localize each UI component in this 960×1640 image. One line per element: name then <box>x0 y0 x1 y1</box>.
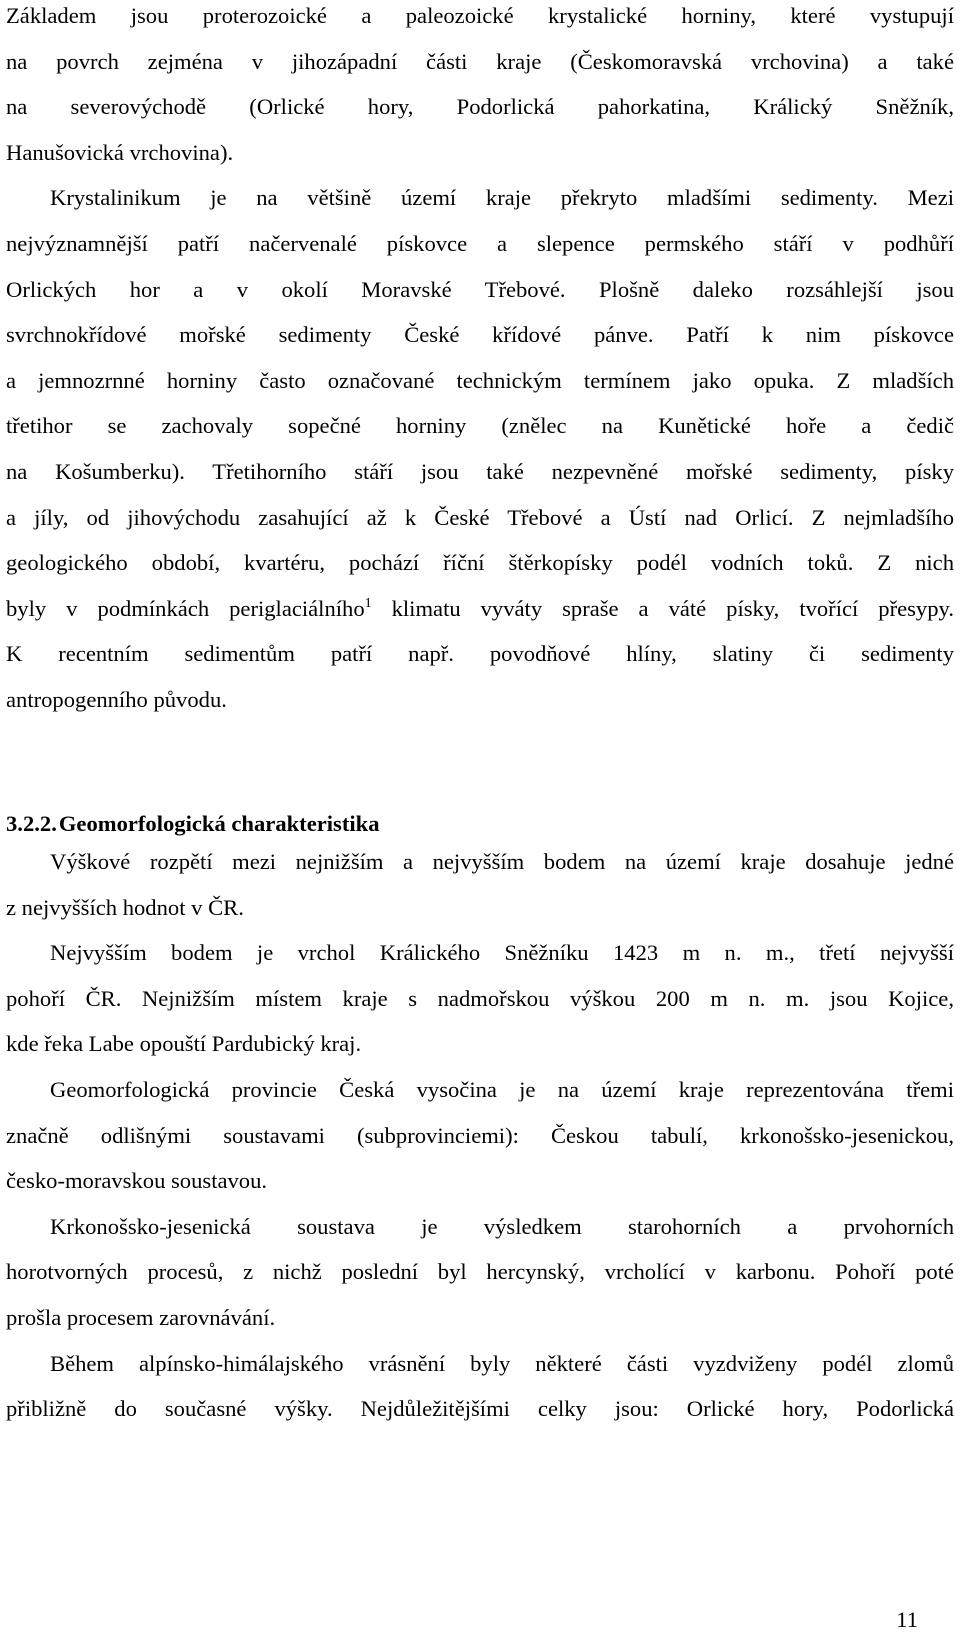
text-line: Geomorfologická provincie Česká vysočina je na území kraje reprezentována třemi <box>50 1076 954 1102</box>
text-line: Během alpínsko-himálajského vrásnění byly některé části vyzdviženy podél zlomů <box>50 1350 954 1376</box>
text-line: na Košumberku). Třetihorního stáří jsou také nezpevněné mořské sedimenty, písky <box>6 458 954 484</box>
text-line: značně odlišnými soustavami (subprovinciemi): Českou tabulí, krkonošsko-jesenickou, <box>6 1122 954 1148</box>
text-line-with-footnote <box>6 586 954 632</box>
text-line: třetihor se zachovaly sopečné horniny (znělec na Kunětické hoře a čedič <box>6 413 954 439</box>
section-heading <box>6 804 380 844</box>
section-title: Geomorfologická charakteristika <box>58 811 380 836</box>
text-line: Krkonošsko-jesenická soustava je výsledkem starohorních a prvohorních <box>50 1213 954 1239</box>
page-number: 11 <box>896 1607 918 1632</box>
text-line: Výškové rozpětí mezi nejnižším a nejvyšším bodem na území kraje dosahuje jedné <box>50 849 954 874</box>
geology-paragraphs <box>6 0 954 723</box>
text-segment: klimatu vyváty spraše a váté písky, tvořící přesypy. <box>371 595 954 621</box>
geomorphology-paragraphs <box>6 839 954 1432</box>
text-line: Orlických hor a v okolí Moravské Třebové. Plošně daleko rozsáhlejší jsou <box>6 276 954 302</box>
text-line: z nejvyšších hodnot v ČR. <box>6 894 244 920</box>
text-line: na severovýchodě (Orlické hory, Podorlická pahorkatina, Králický Sněžník, <box>6 94 954 120</box>
text-line: geologického období, kvartéru, pochází říční štěrkopísky podél vodních toků. Z nich <box>6 550 954 576</box>
text-line: kde řeka Labe opouští Pardubický kraj. <box>6 1031 362 1057</box>
text-line: svrchnokřídové mořské sedimenty České křídové pánve. Patří k nim pískovce <box>6 322 954 348</box>
text-line: Nejvyšším bodem je vrchol Králického Sněžníku 1423 m n. m., třetí nejvyšší <box>50 940 954 966</box>
text-line: přibližně do současné výšky. Nejdůležitějšími celky jsou: Orlické hory, Podorlická <box>6 1396 954 1422</box>
text-line: Krystalinikum je na většině území kraje překryto mladšími sedimenty. Mezi <box>50 185 954 211</box>
text-line: a jemnozrnné horniny často označované technickým termínem jako opuka. Z mladších <box>6 367 954 393</box>
section-number: 3.2.2. <box>6 811 57 836</box>
text-segment: byly v podmínkách periglaciálního <box>6 595 365 621</box>
text-line: česko-moravskou soustavou. <box>6 1168 268 1194</box>
text-line: horotvorných procesů, z nichž poslední byl hercynský, vrcholící v karbonu. Pohoří poté <box>6 1259 954 1285</box>
text-line: pohoří ČR. Nejnižším místem kraje s nadmořskou výškou 200 m n. m. jsou Kojice, <box>6 985 954 1011</box>
text-line: K recentním sedimentům patří např. povodňové hlíny, slatiny či sedimenty <box>6 641 954 667</box>
text-line: Základem jsou proterozoické a paleozoické krystalické horniny, které vystupují <box>6 3 954 28</box>
footnote-mark[interactable]: 1 <box>364 595 372 611</box>
text-line: a jíly, od jihovýchodu zasahující až k České Třebové a Ústí nad Orlicí. Z nejmladšího <box>6 504 954 530</box>
text-line: na povrch zejména v jihozápadní části kraje (Českomoravská vrchovina) a také <box>6 48 954 74</box>
text-line: antropogenního původu. <box>6 686 227 712</box>
text-line: nejvýznamnější patří načervenalé pískovce a slepence permského stáří v podhůří <box>6 230 954 256</box>
text-line: prošla procesem zarovnávání. <box>6 1304 276 1330</box>
text-line: Hanušovická vrchovina). <box>6 139 234 165</box>
